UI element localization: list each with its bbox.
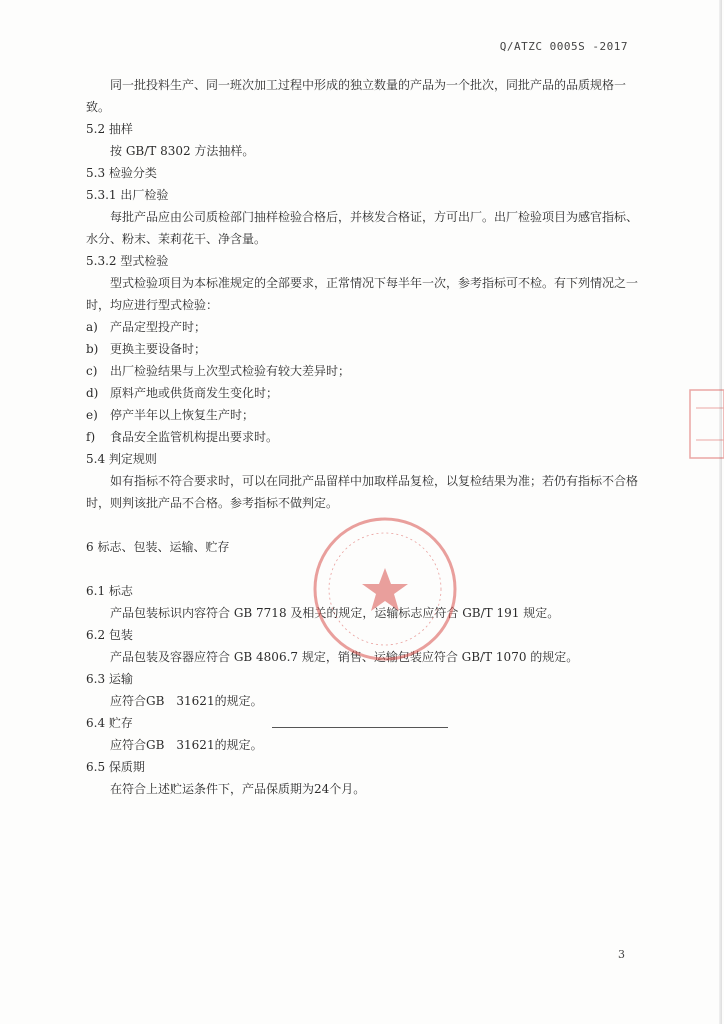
heading-6-3: 6.3 运输: [86, 672, 133, 686]
transport-text: 应符合GB 31621的规定。: [110, 694, 263, 708]
type-inspection-text: 型式检验项目为本标准规定的全部要求，正常情况下每半年一次，参考指标可不检。有下列情况之一时，均应进行型式检验：: [86, 276, 639, 312]
heading-5-2: 5.2 抽样: [86, 122, 133, 136]
list-text: 更换主要设备时；: [110, 342, 207, 356]
document-code: Q/ATZC 0005S -2017: [499, 40, 628, 53]
list-label: a): [86, 320, 98, 334]
list-label: b): [86, 342, 99, 356]
list-label: e): [86, 408, 98, 422]
list-item: [86, 316, 646, 338]
list-label: f): [86, 430, 96, 444]
packaging-text: 产品包装及容器应符合 GB 4806.7 规定，销售、运输包装应符合 GB/T 1070 的规定。: [110, 650, 579, 664]
heading-6-4: 6.4 贮存: [86, 716, 133, 730]
heading-5-4: 5.4 判定规则: [86, 452, 157, 466]
list-text: 出厂检验结果与上次型式检验有较大差异时；: [110, 364, 351, 378]
list-text: 原料产地或供货商发生变化时；: [110, 386, 279, 400]
company-seal-icon: [312, 516, 458, 662]
shelf-life-text: 在符合上述贮运条件下，产品保质期为24个月。: [110, 782, 366, 796]
side-stamp-icon: [684, 386, 724, 462]
list-text: 产品定型投产时；: [110, 320, 207, 334]
heading-5-3-2: 5.3.2 型式检验: [86, 254, 169, 268]
heading-6-2: 6.2 包装: [86, 628, 133, 642]
heading-6-5: 6.5 保质期: [86, 760, 145, 774]
heading-6: 6 标志、包装、运输、贮存: [86, 540, 230, 554]
list-item: [86, 426, 646, 448]
document-body: [86, 74, 646, 800]
storage-text: 应符合GB 31621的规定。: [110, 738, 263, 752]
list-item: [86, 360, 646, 382]
list-item: [86, 338, 646, 360]
list-label: c): [86, 364, 98, 378]
list-item: [86, 382, 646, 404]
batch-definition: 同一批投料生产、同一班次加工过程中形成的独立数量的产品为一个批次，同批产品的品质规格一致。: [86, 78, 627, 114]
heading-5-3-1: 5.3.1 出厂检验: [86, 188, 169, 202]
list-item: [86, 404, 646, 426]
list-label: d): [86, 386, 99, 400]
heading-5-3: 5.3 检验分类: [86, 166, 157, 180]
heading-6-1: 6.1 标志: [86, 584, 133, 598]
list-text: 停产半年以上恢复生产时；: [110, 408, 255, 422]
list-text: 食品安全监管机构提出要求时。: [110, 430, 279, 444]
factory-inspection-text: 每批产品应由公司质检部门抽样检验合格后，并核发合格证，方可出厂。出厂检验项目为感官指标、水分、粉末、茉莉花干、净含量。: [86, 210, 639, 246]
judgement-rules-text: 如有指标不符合要求时，可以在同批产品留样中加取样品复检，以复检结果为准；若仍有指标不合格时，则判该批产品不合格。参考指标不做判定。: [86, 474, 639, 510]
scan-edge: [719, 0, 722, 1024]
sampling-text: 按 GB/T 8302 方法抽样。: [110, 144, 255, 158]
marking-text: 产品包装标识内容符合 GB 7718 及相关的规定，运输标志应符合 GB/T 191 规定。: [110, 606, 560, 620]
page-number: 3: [618, 948, 625, 961]
end-rule: [272, 727, 448, 728]
